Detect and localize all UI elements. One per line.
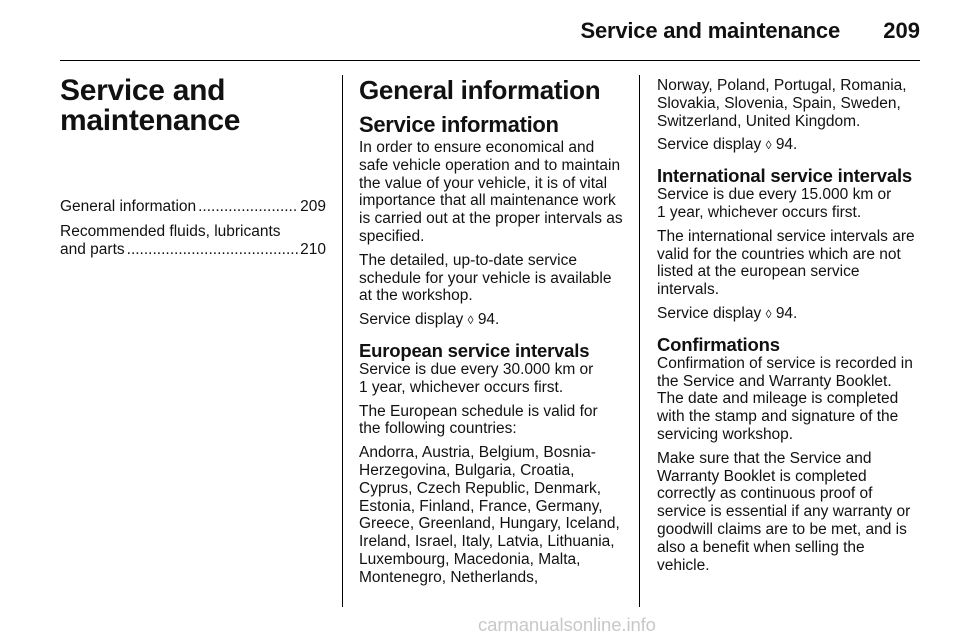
page-number: 209 [883, 18, 920, 43]
cross-reference-page: 94. [477, 311, 500, 329]
paragraph-line: Service is due every 30.000 km or [359, 360, 594, 378]
watermark: carmanualsonline.info [478, 614, 656, 635]
toc-entry-label-line2: and parts [60, 240, 125, 258]
column-divider-right [639, 75, 640, 607]
cross-reference-page: 94. [775, 304, 798, 322]
paragraph: The detailed, up-to-date service schedule for your vehicle is available at the workshop. [359, 251, 612, 305]
paragraph [657, 186, 921, 222]
subsection-heading-service-information: Service information [359, 112, 559, 137]
cross-reference-page: 94. [775, 136, 798, 154]
toc-entry-label: General information [60, 198, 197, 215]
paragraph [359, 361, 623, 397]
section-heading-general-information: General information [359, 75, 601, 105]
paragraph: Confirmation of service is recorded in the Service and Warranty Booklet. The date and mileage is completed with the stamp and signature of the servicing workshop. [657, 354, 913, 443]
cross-reference-label: Service display [657, 304, 762, 322]
subsection-heading-confirmations: Confirmations [657, 333, 780, 355]
toc-entry-label-line1: Recommended fluids, lubricants [60, 222, 281, 240]
paragraph-line: 1 year, whichever occurs first. [657, 203, 862, 221]
paragraph-line: 1 year, whichever occurs first. [359, 378, 564, 396]
chapter-title-line2: maintenance [60, 104, 241, 137]
paragraph: In order to ensure economical and safe vehicle operation and to maintain the value of your vehicle, it is of vital importance that all maintenance work is carried out at the proper intervals as specified. [359, 139, 623, 245]
cross-reference[interactable] [359, 311, 623, 330]
toc-entry-recommended-fluids[interactable] [60, 223, 326, 259]
header-divider [60, 60, 920, 61]
chapter-title-line1: Service and [60, 74, 226, 107]
cross-reference-label: Service display [359, 311, 464, 329]
paragraph: The international service intervals are valid for the countries which are not listed at the european service intervals. [657, 227, 915, 299]
subsection-heading-international-intervals: International service intervals [657, 165, 912, 187]
paragraph-line: Service is due every 15.000 km or [657, 186, 892, 204]
toc-entry-page: 209 [300, 198, 326, 215]
cross-reference[interactable] [657, 136, 921, 155]
toc-entry-page: 210 [300, 240, 326, 258]
cross-reference-label: Service display [657, 136, 762, 154]
running-header-title: Service and maintenance [580, 18, 840, 43]
paragraph: The European schedule is valid for the following countries: [359, 402, 598, 438]
subsection-heading-european-intervals: European service intervals [359, 339, 590, 361]
cross-reference[interactable] [657, 305, 921, 324]
toc-leader-dots [198, 198, 298, 216]
toc-entry-general-information[interactable] [60, 198, 326, 216]
country-list: Andorra, Austria, Belgium, Bosnia-Herzegovina, Bulgaria, Croatia, Cyprus, Czech Republic, Denmark, Estonia, Finland, France, Germany, Greece, Greenland, Hungary, Iceland, Ireland, Israel, Italy, Latvia, Lithuania, Luxembourg, Macedonia, Malta, Montenegro, Netherlands, [359, 444, 620, 586]
page-reference-icon: ◊ [765, 138, 772, 153]
country-list-continued: Norway, Poland, Portugal, Romania, Slovakia, Slovenia, Spain, Sweden, Switzerland, United Kingdom. [657, 77, 907, 130]
toc-leader-dots [127, 241, 298, 259]
chapter-title [60, 76, 326, 136]
paragraph: Make sure that the Service and Warranty Booklet is completed correctly as continuous proof of service is essential if any warranty or goodwill claims are to be met, and is also a benefit when selling the vehicle. [657, 449, 911, 574]
page-reference-icon: ◊ [765, 306, 772, 321]
content-column-middle [359, 76, 623, 587]
column-divider-left [342, 75, 343, 607]
page-reference-icon: ◊ [467, 313, 474, 328]
content-column-right [657, 77, 921, 574]
chapter-column [60, 76, 326, 258]
